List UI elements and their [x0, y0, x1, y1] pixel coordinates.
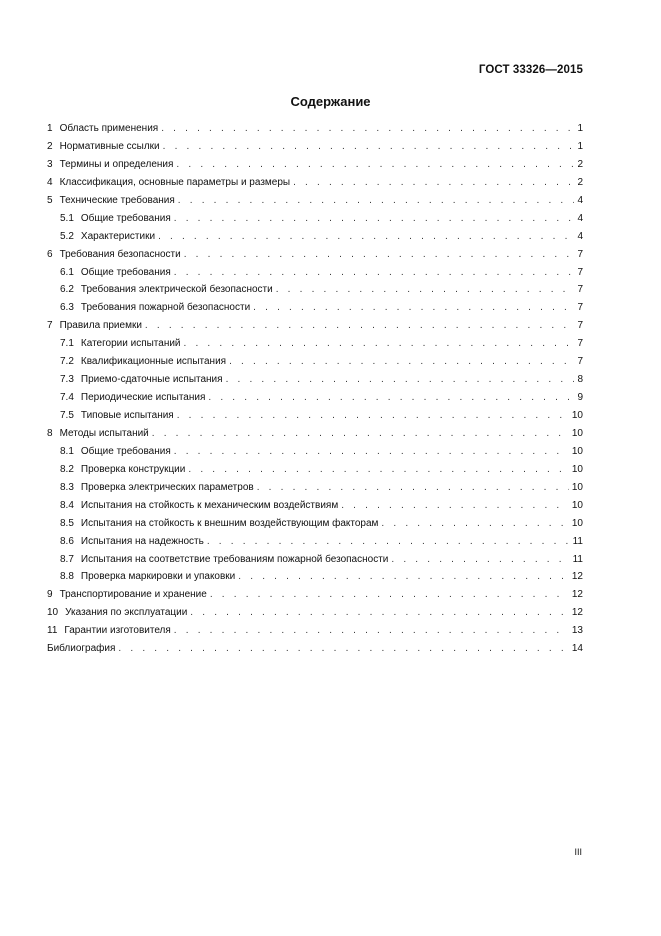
toc-entry-page: 9: [577, 392, 583, 404]
toc-dot-leader: [190, 604, 569, 622]
toc-dot-leader: [184, 246, 575, 264]
toc-section-entry[interactable]: [47, 317, 583, 335]
toc-subsection-entry[interactable]: [47, 568, 583, 586]
toc-entry-page: 7: [577, 302, 583, 314]
toc-section-entry[interactable]: [47, 138, 583, 156]
toc-subsection-entry[interactable]: [47, 389, 583, 407]
toc-dot-leader: [174, 264, 575, 282]
toc-subsection-entry[interactable]: [47, 353, 583, 371]
toc-entry-page: 2: [577, 176, 583, 188]
toc-entry-number: 7.1: [60, 338, 74, 350]
toc-title: Содержание: [290, 94, 371, 109]
toc-entry-title: Испытания на стойкость к внешним воздействующим факторам: [80, 517, 379, 529]
toc-subsection-entry[interactable]: [47, 281, 583, 299]
toc-entry-title: Нормативные ссылки: [59, 140, 160, 152]
toc-subsection-entry[interactable]: [47, 497, 583, 515]
toc-entry-title: Проверка электрических параметров: [80, 481, 254, 493]
toc-entry-number: 7: [47, 320, 53, 332]
toc-dot-leader: [276, 281, 575, 299]
toc-entry-title: Проверка конструкции: [80, 463, 186, 475]
toc-subsection-entry[interactable]: [47, 443, 583, 461]
toc-entry-page: 2: [577, 158, 583, 170]
toc-entry-title: Указания по эксплуатации: [65, 607, 188, 619]
toc-entry-page: 10: [571, 481, 583, 493]
toc-entry-number: 8.7: [60, 553, 74, 565]
toc-entry-number: 8.1: [60, 445, 74, 457]
toc-entry-number: 5.2: [60, 230, 74, 242]
toc-entry-page: 4: [577, 212, 583, 224]
toc-entry-page: 12: [571, 571, 583, 583]
toc-entry-page: 10: [571, 517, 583, 529]
toc-entry-page: 7: [577, 284, 583, 296]
toc-entry-number: 11: [47, 625, 58, 637]
toc-entry-title: Общие требования: [80, 445, 171, 457]
toc-entry-page: 8: [577, 374, 583, 386]
toc-entry-number: 4: [47, 176, 53, 188]
toc-subsection-entry[interactable]: [47, 264, 583, 282]
toc-entry-number: 3: [47, 158, 53, 170]
toc-entry-page: 7: [577, 266, 583, 278]
toc-section-entry[interactable]: [47, 192, 583, 210]
page-number: III: [574, 847, 582, 857]
toc-entry-page: 1: [577, 140, 583, 152]
toc-entry-title: Испытания на стойкость к механическим воздействиям: [80, 499, 339, 511]
toc-dot-leader: [176, 156, 574, 174]
toc-subsection-entry[interactable]: [47, 228, 583, 246]
toc-dot-leader: [293, 174, 574, 192]
toc-entry-title: Общие требования: [80, 212, 171, 224]
toc-dot-leader: [253, 299, 574, 317]
toc-dot-leader: [257, 479, 569, 497]
toc-dot-leader: [163, 138, 575, 156]
toc-entry-title: Требования пожарной безопасности: [80, 302, 251, 314]
toc-entry-title: Приемо-сдаточные испытания: [80, 374, 223, 386]
toc-entry-title: Библиография: [47, 643, 116, 655]
toc-entry-page: 4: [577, 230, 583, 242]
toc-dot-leader: [161, 120, 574, 138]
toc-entry-number: 5: [47, 194, 53, 206]
toc-entry-page: 11: [572, 553, 583, 565]
toc-section-entry[interactable]: [47, 425, 583, 443]
toc-entry-page: 10: [571, 499, 583, 511]
toc-entry-page: 10: [571, 463, 583, 475]
toc-section-entry[interactable]: [47, 586, 583, 604]
toc-entry-number: 7.4: [60, 392, 74, 404]
toc-dot-leader: [145, 317, 575, 335]
toc-entry-title: Гарантии изготовителя: [64, 625, 171, 637]
toc-dot-leader: [178, 192, 575, 210]
toc-entry-number: 8.4: [60, 499, 74, 511]
toc-dot-leader: [341, 497, 569, 515]
toc-entry-title: Общие требования: [80, 266, 171, 278]
table-of-contents: [47, 120, 583, 658]
toc-dot-leader: [208, 389, 574, 407]
toc-dot-leader: [158, 228, 574, 246]
toc-section-entry[interactable]: [47, 174, 583, 192]
toc-dot-leader: [207, 533, 570, 551]
toc-dot-leader: [381, 515, 568, 533]
toc-subsection-entry[interactable]: [47, 407, 583, 425]
toc-subsection-entry[interactable]: [47, 479, 583, 497]
toc-section-entry[interactable]: [47, 156, 583, 174]
toc-entry-page: 4: [577, 194, 583, 206]
toc-entry-page: 11: [572, 535, 583, 547]
toc-subsection-entry[interactable]: [47, 461, 583, 479]
toc-entry-title: Транспортирование и хранение: [59, 589, 207, 601]
toc-dot-leader: [184, 335, 575, 353]
toc-dot-leader: [188, 461, 569, 479]
toc-dot-leader: [210, 586, 569, 604]
toc-dot-leader: [152, 425, 569, 443]
document-code: ГОСТ 33326—2015: [478, 64, 583, 76]
toc-dot-leader: [174, 443, 569, 461]
toc-entry-page: 12: [571, 589, 583, 601]
toc-entry-page: 14: [571, 643, 583, 655]
toc-entry-title: Область применения: [59, 123, 159, 134]
toc-dot-leader: [174, 210, 575, 228]
toc-dot-leader: [174, 622, 569, 640]
toc-dot-leader: [391, 551, 569, 569]
toc-entry-title: Правила приемки: [59, 320, 142, 332]
toc-entry-number: 10: [47, 607, 59, 619]
toc-subsection-entry[interactable]: [47, 299, 583, 317]
toc-entry-number: 8.3: [60, 481, 74, 493]
toc-entry-number: 6: [47, 248, 53, 260]
toc-subsection-entry[interactable]: [47, 335, 583, 353]
toc-entry-number: 8.5: [60, 517, 74, 529]
toc-entry-title: Типовые испытания: [80, 410, 174, 421]
toc-entry-title: Проверка маркировки и упаковки: [80, 571, 236, 583]
toc-section-entry[interactable]: [47, 640, 583, 658]
toc-entry-number: 8: [47, 427, 53, 439]
toc-entry-title: Характеристики: [80, 230, 156, 242]
toc-dot-leader: [238, 568, 569, 586]
toc-section-entry[interactable]: [47, 246, 583, 264]
toc-entry-page: 12: [571, 607, 583, 619]
toc-entry-title: Испытания на надежность: [80, 535, 204, 547]
toc-entry-title: Термины и определения: [59, 158, 174, 170]
toc-entry-page: 7: [577, 248, 583, 260]
toc-entry-number: 6.1: [60, 266, 74, 278]
toc-entry-number: 8.8: [60, 571, 74, 583]
toc-entry-number: 6.3: [60, 302, 74, 314]
toc-entry-title: Требования безопасности: [59, 248, 181, 260]
toc-entry-page: 1: [577, 123, 583, 134]
toc-entry-number: 8.6: [60, 535, 74, 547]
toc-entry-page: 10: [571, 410, 583, 421]
toc-entry-number: 9: [47, 589, 53, 601]
toc-entry-number: 7.3: [60, 374, 74, 386]
toc-dot-leader: [118, 640, 568, 658]
toc-dot-leader: [177, 407, 569, 425]
toc-section-entry[interactable]: [47, 622, 583, 640]
toc-entry-number: 6.2: [60, 284, 74, 296]
toc-entry-number: 5.1: [60, 212, 74, 224]
toc-entry-page: 13: [571, 625, 583, 637]
toc-section-entry[interactable]: [47, 604, 583, 622]
toc-subsection-entry[interactable]: [47, 210, 583, 228]
toc-subsection-entry[interactable]: [47, 533, 583, 551]
toc-entry-number: 1: [47, 123, 53, 134]
toc-entry-page: 10: [571, 445, 583, 457]
toc-subsection-entry[interactable]: [47, 515, 583, 533]
toc-entry-page: 7: [577, 356, 583, 368]
toc-entry-title: Методы испытаний: [59, 427, 149, 439]
toc-entry-title: Технические требования: [59, 194, 175, 206]
toc-entry-title: Квалификационные испытания: [80, 356, 227, 368]
toc-entry-number: 2: [47, 140, 53, 152]
toc-subsection-entry[interactable]: [47, 551, 583, 569]
toc-entry-number: 8.2: [60, 463, 74, 475]
toc-subsection-entry[interactable]: [47, 371, 583, 389]
toc-entry-title: Требования электрической безопасности: [80, 284, 273, 296]
toc-entry-title: Классификация, основные параметры и размеры: [59, 176, 291, 188]
toc-entry-number: 7.5: [60, 410, 74, 421]
toc-entry-number: 7.2: [60, 356, 74, 368]
toc-section-entry[interactable]: [47, 120, 583, 138]
toc-entry-page: 7: [577, 320, 583, 332]
toc-entry-title: Периодические испытания: [80, 392, 206, 404]
toc-dot-leader: [229, 353, 574, 371]
toc-dot-leader: [226, 371, 575, 389]
toc-entry-page: 7: [577, 338, 583, 350]
toc-entry-title: Категории испытаний: [80, 338, 181, 350]
toc-entry-title: Испытания на соответствие требованиям пожарной безопасности: [80, 553, 389, 565]
toc-entry-page: 10: [571, 427, 583, 439]
